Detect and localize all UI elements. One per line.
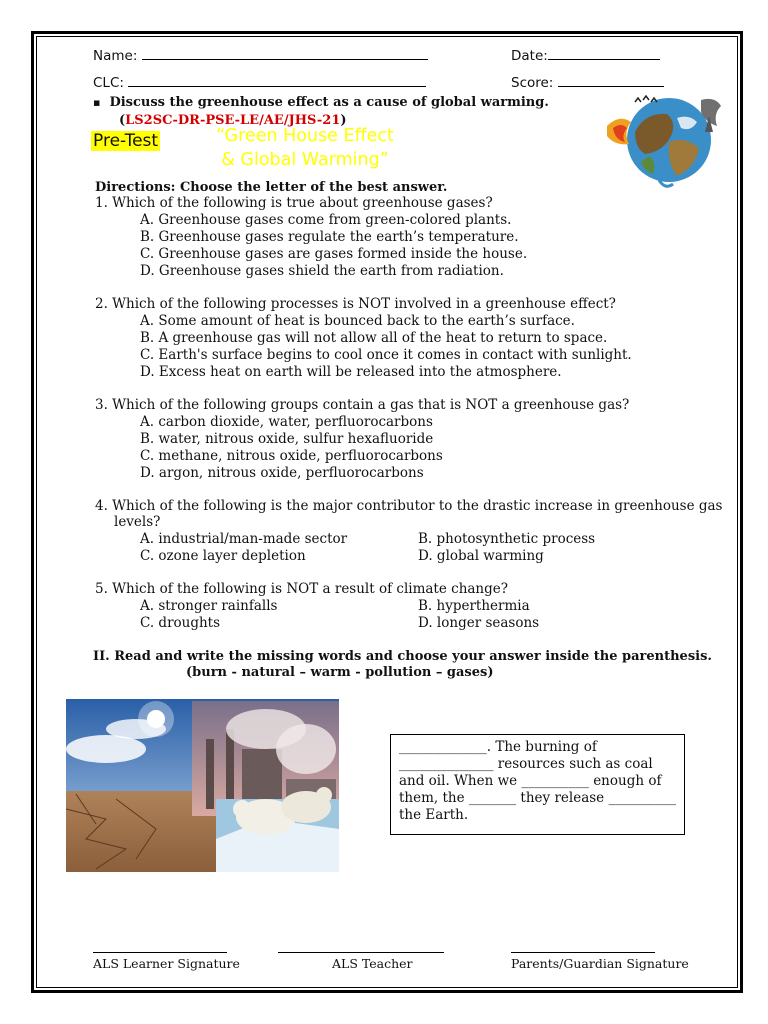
directions: Directions: Choose the letter of the best answer. <box>95 180 448 195</box>
question-4-choice-d[interactable]: D. global warming <box>418 548 544 564</box>
question-1-choice-d[interactable]: D. Greenhouse gases shield the earth from radiation. <box>140 263 504 279</box>
clc-field[interactable] <box>93 74 426 91</box>
worksheet-title: “Green House Effect & Global Warming” <box>216 126 394 170</box>
bullet-icon: ▪ <box>93 96 101 109</box>
question-1-stem: 1. Which of the following is true about greenhouse gases? <box>95 195 493 211</box>
question-4-choice-a[interactable]: A. industrial/man-made sector <box>140 531 348 547</box>
question-3-stem: 3. Which of the following groups contain a gas that is NOT a greenhouse gas? <box>95 397 630 413</box>
parent-signature-line[interactable] <box>511 952 655 953</box>
passage-line-2: ______________ resources such as coal <box>399 756 653 772</box>
passage-line-5: the Earth. <box>399 807 469 823</box>
score-label: Score: <box>511 75 554 91</box>
question-3-choice-a[interactable]: A. carbon dioxide, water, perfluorocarbons <box>140 414 433 430</box>
code-close-paren: ) <box>340 113 347 128</box>
question-2-choice-a[interactable]: A. Some amount of heat is bounced back to the earth’s surface. <box>140 313 575 329</box>
question-1-choice-b[interactable]: B. Greenhouse gases regulate the earth’s temperature. <box>140 229 519 245</box>
fill-in-passage-box[interactable] <box>390 734 685 835</box>
question-3-choice-c[interactable]: C. methane, nitrous oxide, perfluorocarbons <box>140 448 443 464</box>
learner-signature-label: ALS Learner Signature <box>93 956 240 971</box>
objective-text: Discuss the greenhouse effect as a cause of global warming. <box>109 95 549 110</box>
teacher-signature-label: ALS Teacher <box>332 956 413 971</box>
clc-label: CLC: <box>93 75 124 91</box>
name-field[interactable] <box>93 47 428 64</box>
question-4-choice-c[interactable]: C. ozone layer depletion <box>140 548 306 564</box>
section-2-heading: II. Read and write the missing words and choose your answer inside the parenthesis. <box>93 649 712 664</box>
code-open-paren: ( <box>119 113 126 128</box>
date-label: Date: <box>511 48 548 64</box>
passage-line-3: and oil. When we __________ enough of <box>399 773 662 789</box>
question-2-choice-d[interactable]: D. Excess heat on earth will be released into the atmosphere. <box>140 364 562 380</box>
passage-line-1: _____________. The burning of <box>399 739 597 755</box>
question-4-stem-cont: levels? <box>114 514 161 530</box>
date-blank[interactable] <box>548 47 660 60</box>
clc-blank[interactable] <box>128 74 426 87</box>
name-blank[interactable] <box>142 47 428 60</box>
section-2-word-bank: (burn - natural – warm - pollution – gases) <box>186 665 494 680</box>
score-field[interactable] <box>511 74 664 91</box>
competency-code: LS2SC-DR-PSE-LE/AE/JHS-21 <box>125 113 341 128</box>
earth-illustration <box>605 92 725 190</box>
question-4-stem: 4. Which of the following is the major contributor to the drastic increase in greenhouse gas <box>95 498 723 514</box>
pretest-label: Pre-Test <box>93 131 159 151</box>
question-2-choice-b[interactable]: B. A greenhouse gas will not allow all of the heat to return to space. <box>140 330 608 346</box>
passage-line-4: them, the _______ they release __________ <box>399 790 676 806</box>
question-5-choice-a[interactable]: A. stronger rainfalls <box>140 598 278 614</box>
question-3-choice-b[interactable]: B. water, nitrous oxide, sulfur hexafluoride <box>140 431 434 447</box>
objective-line <box>93 95 549 110</box>
question-2-stem: 2. Which of the following processes is NOT involved in a greenhouse effect? <box>95 296 616 312</box>
name-label: Name: <box>93 48 138 64</box>
question-1-choice-c[interactable]: C. Greenhouse gases are gases formed inside the house. <box>140 246 528 262</box>
learner-signature-line[interactable] <box>93 952 227 953</box>
question-5-stem: 5. Which of the following is NOT a result of climate change? <box>95 581 508 597</box>
question-5-choice-b[interactable]: B. hyperthermia <box>418 598 530 614</box>
question-2-choice-c[interactable]: C. Earth's surface begins to cool once it comes in contact with sunlight. <box>140 347 632 363</box>
question-3-choice-d[interactable]: D. argon, nitrous oxide, perfluorocarbons <box>140 465 424 481</box>
parent-signature-label: Parents/Guardian Signature <box>511 956 689 971</box>
score-blank[interactable] <box>558 74 664 87</box>
date-field[interactable] <box>511 47 660 64</box>
question-1-choice-a[interactable]: A. Greenhouse gases come from green-colored plants. <box>140 212 512 228</box>
question-5-choice-c[interactable]: C. droughts <box>140 615 221 631</box>
question-4-choice-b[interactable]: B. photosynthetic process <box>418 531 596 547</box>
teacher-signature-line[interactable] <box>278 952 444 953</box>
climate-collage-image <box>66 699 339 872</box>
question-5-choice-d[interactable]: D. longer seasons <box>418 615 540 631</box>
